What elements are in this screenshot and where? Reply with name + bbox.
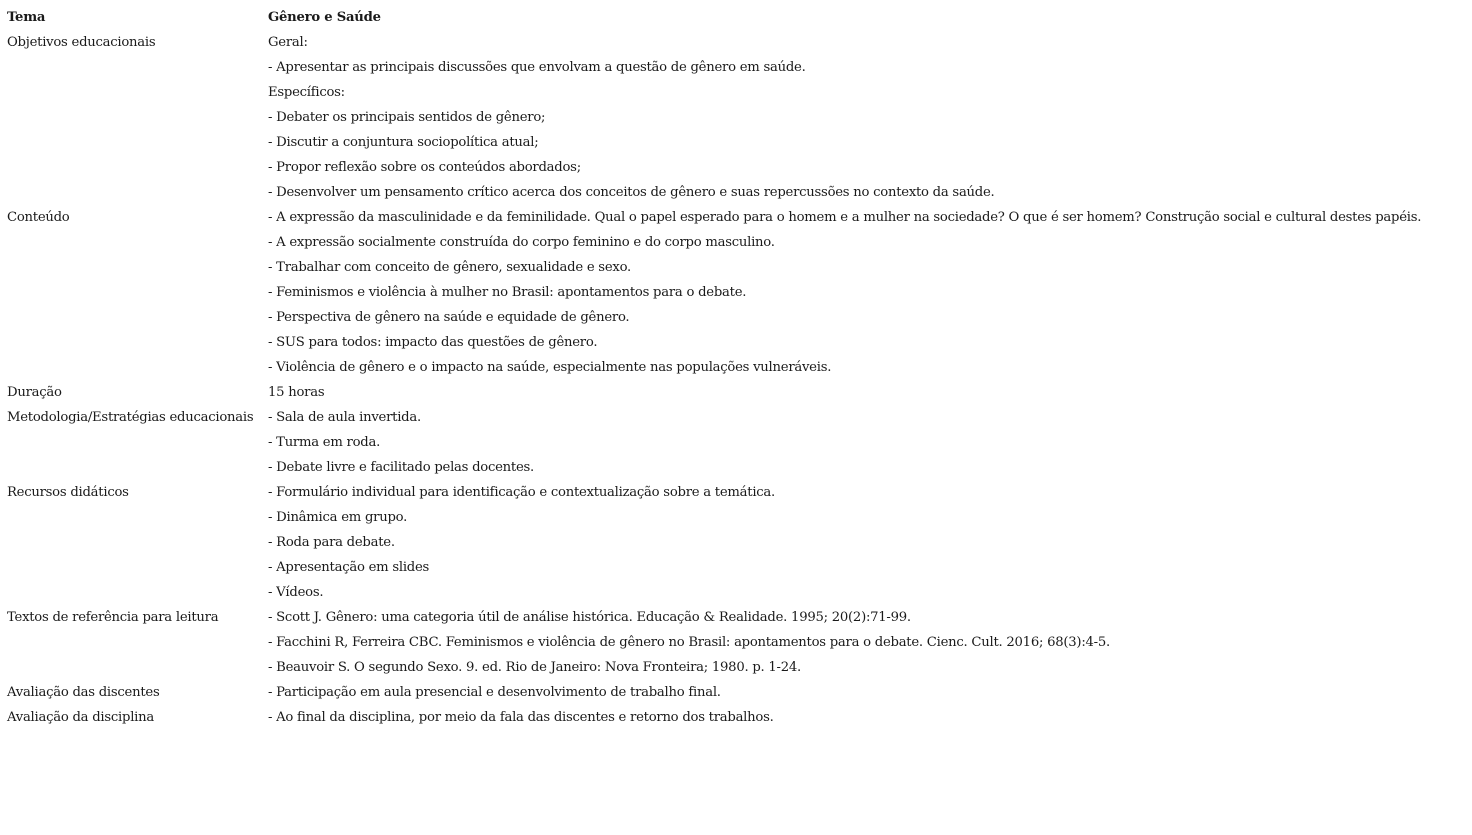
row-label: Objetivos educacionais [7,35,156,50]
table-row [7,55,1421,80]
table-header-row [7,5,1421,30]
table-row [7,455,1421,480]
row-value-line: - Desenvolver um pensamento crítico acerca dos conceitos de gênero e suas repercussões no contexto da saúde. [268,185,995,200]
row-value-line: - Dinâmica em grupo. [268,510,408,525]
table-row [7,180,1421,205]
table-row [7,705,1421,730]
row-label-empty [7,330,268,355]
row-label-empty [7,455,268,480]
row-value-line: - Perspectiva de gênero na saúde e equidade de gênero. [268,310,630,325]
row-value-line: Geral: [268,35,308,50]
row-label-empty [7,530,268,555]
row-label-empty [7,630,268,655]
row-value-line: - Trabalhar com conceito de gênero, sexualidade e sexo. [268,260,631,275]
table-row [7,380,1421,405]
row-label-empty [7,230,268,255]
table-row [7,330,1421,355]
row-value-line: - Violência de gênero e o impacto na saúde, especialmente nas populações vulneráveis. [268,360,832,375]
row-value-line: - Beauvoir S. O segundo Sexo. 9. ed. Rio de Janeiro: Nova Fronteira; 1980. p. 1-24. [268,660,801,675]
row-value-line: - Facchini R, Ferreira CBC. Feminismos e violência de gênero no Brasil: apontamentos para o debate. Cienc. Cult. 2016; 68(3):4-5. [268,635,1110,650]
row-value-line: - A expressão da masculinidade e da feminilidade. Qual o papel esperado para o homem e a mulher na sociedade? O que é ser homem? Construção social e cultural destes papéis. [268,210,1422,225]
row-value-line: 15 horas [268,385,325,400]
row-label-empty [7,430,268,455]
row-label: Conteúdo [7,210,70,225]
table-row [7,155,1421,180]
header-value: Gênero e Saúde [268,10,381,25]
table-row [7,255,1421,280]
header-label: Tema [7,10,46,25]
row-label: Recursos didáticos [7,485,129,500]
row-label-empty [7,305,268,330]
table-row [7,305,1421,330]
table-row [7,605,1421,630]
table-row [7,680,1421,705]
row-label-empty [7,155,268,180]
row-value-line: - Discutir a conjuntura sociopolítica atual; [268,135,539,150]
row-label: Textos de referência para leitura [7,610,219,625]
row-label-empty [7,355,268,380]
row-value-line: - Sala de aula invertida. [268,410,421,425]
course-plan-table [7,5,1421,730]
row-label-empty [7,105,268,130]
row-label: Duração [7,385,62,400]
table-row [7,280,1421,305]
row-value-line: - SUS para todos: impacto das questões de gênero. [268,335,598,350]
table-row [7,80,1421,105]
row-value-line: - Vídeos. [268,585,324,600]
row-label-empty [7,505,268,530]
row-value-line: - Propor reflexão sobre os conteúdos abordados; [268,160,581,175]
table-row [7,205,1421,230]
table-row [7,30,1421,55]
row-value-line: - Turma em roda. [268,435,381,450]
table-row [7,130,1421,155]
row-value-line: - Participação em aula presencial e desenvolvimento de trabalho final. [268,685,721,700]
row-value-line: - Debate livre e facilitado pelas docentes. [268,460,534,475]
table-row [7,480,1421,505]
row-value-line: - Apresentar as principais discussões que envolvam a questão de gênero em saúde. [268,60,806,75]
table-row [7,230,1421,255]
table-row [7,405,1421,430]
table-row [7,505,1421,530]
course-plan-body [7,5,1421,730]
row-label-empty [7,280,268,305]
row-value-line: - Apresentação em slides [268,560,430,575]
row-label: Metodologia/Estratégias educacionais [7,410,254,425]
table-row [7,105,1421,130]
row-label-empty [7,580,268,605]
row-value-line: - Scott J. Gênero: uma categoria útil de análise histórica. Educação & Realidade. 1995; 20(2):71-99. [268,610,911,625]
table-row [7,355,1421,380]
row-value-line: - Feminismos e violência à mulher no Brasil: apontamentos para o debate. [268,285,747,300]
table-row [7,655,1421,680]
row-label-empty [7,655,268,680]
table-row [7,555,1421,580]
row-value-line: - Ao final da disciplina, por meio da fala das discentes e retorno dos trabalhos. [268,710,774,725]
row-value-line: Específicos: [268,85,345,100]
table-row [7,630,1421,655]
row-label: Avaliação da disciplina [7,710,154,725]
row-value-line: - Debater os principais sentidos de gênero; [268,110,546,125]
row-label-empty [7,180,268,205]
row-value-line: - Roda para debate. [268,535,395,550]
row-label: Avaliação das discentes [7,685,160,700]
row-label-empty [7,130,268,155]
row-label-empty [7,555,268,580]
row-label-empty [7,255,268,280]
table-row [7,530,1421,555]
row-label-empty [7,55,268,80]
row-value-line: - A expressão socialmente construída do corpo feminino e do corpo masculino. [268,235,775,250]
table-row [7,580,1421,605]
row-value-line: - Formulário individual para identificação e contextualização sobre a temática. [268,485,775,500]
row-label-empty [7,80,268,105]
table-row [7,430,1421,455]
